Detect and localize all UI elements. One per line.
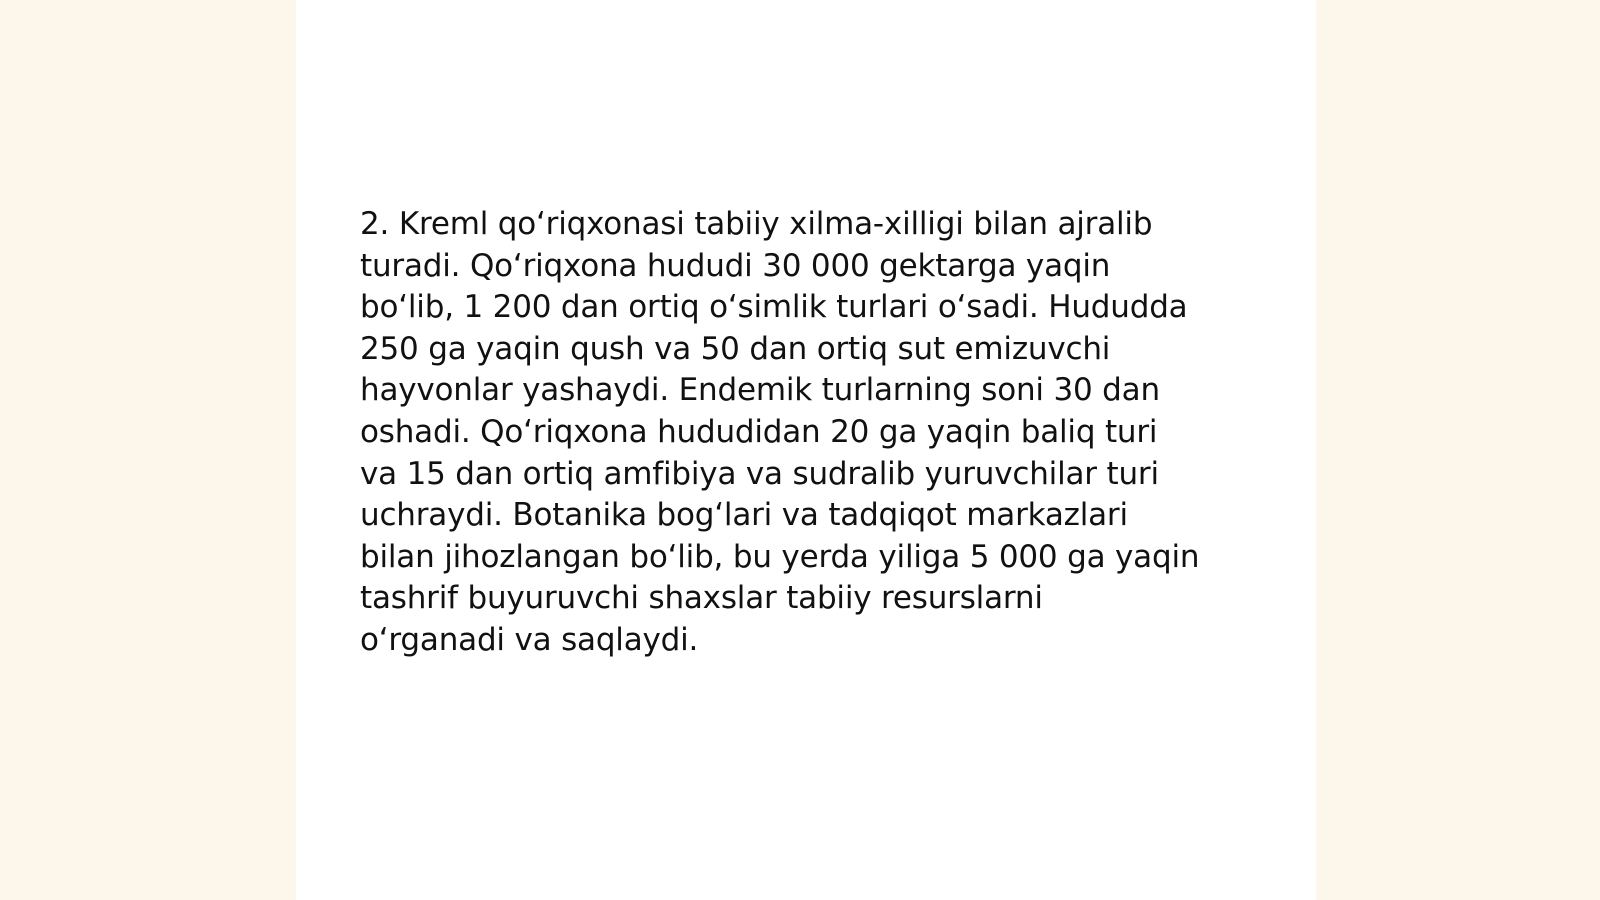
document-page bbox=[296, 0, 1316, 900]
left-margin bbox=[0, 0, 296, 900]
body-paragraph: 2. Kreml qo‘riqxonasi tabiiy xilma-xilligi bilan ajralib turadi. Qo‘riqxona hududi 30 000 gektarga yaqin bo‘lib, 1 200 dan ortiq o‘simlik turlari o‘sadi. Hududda 250 ga yaqin qush va 50 dan ortiq sut emizuvchi hayvonlar yashaydi. Endemik turlarning soni 30 dan oshadi. Qo‘riqxona hududidan 20 ga yaqin baliq turi va 15 dan ortiq amfibiya va sudralib yuruvchilar turi uchraydi. Botanika bog‘lari va tadqiqot markazlari bilan jihozlangan bo‘lib, bu yerda yiliga 5 000 ga yaqin tashrif buyuruvchi shaxslar tabiiy resurslarni o‘rganadi va saqlaydi. bbox=[360, 206, 1200, 658]
right-margin bbox=[1316, 0, 1600, 900]
